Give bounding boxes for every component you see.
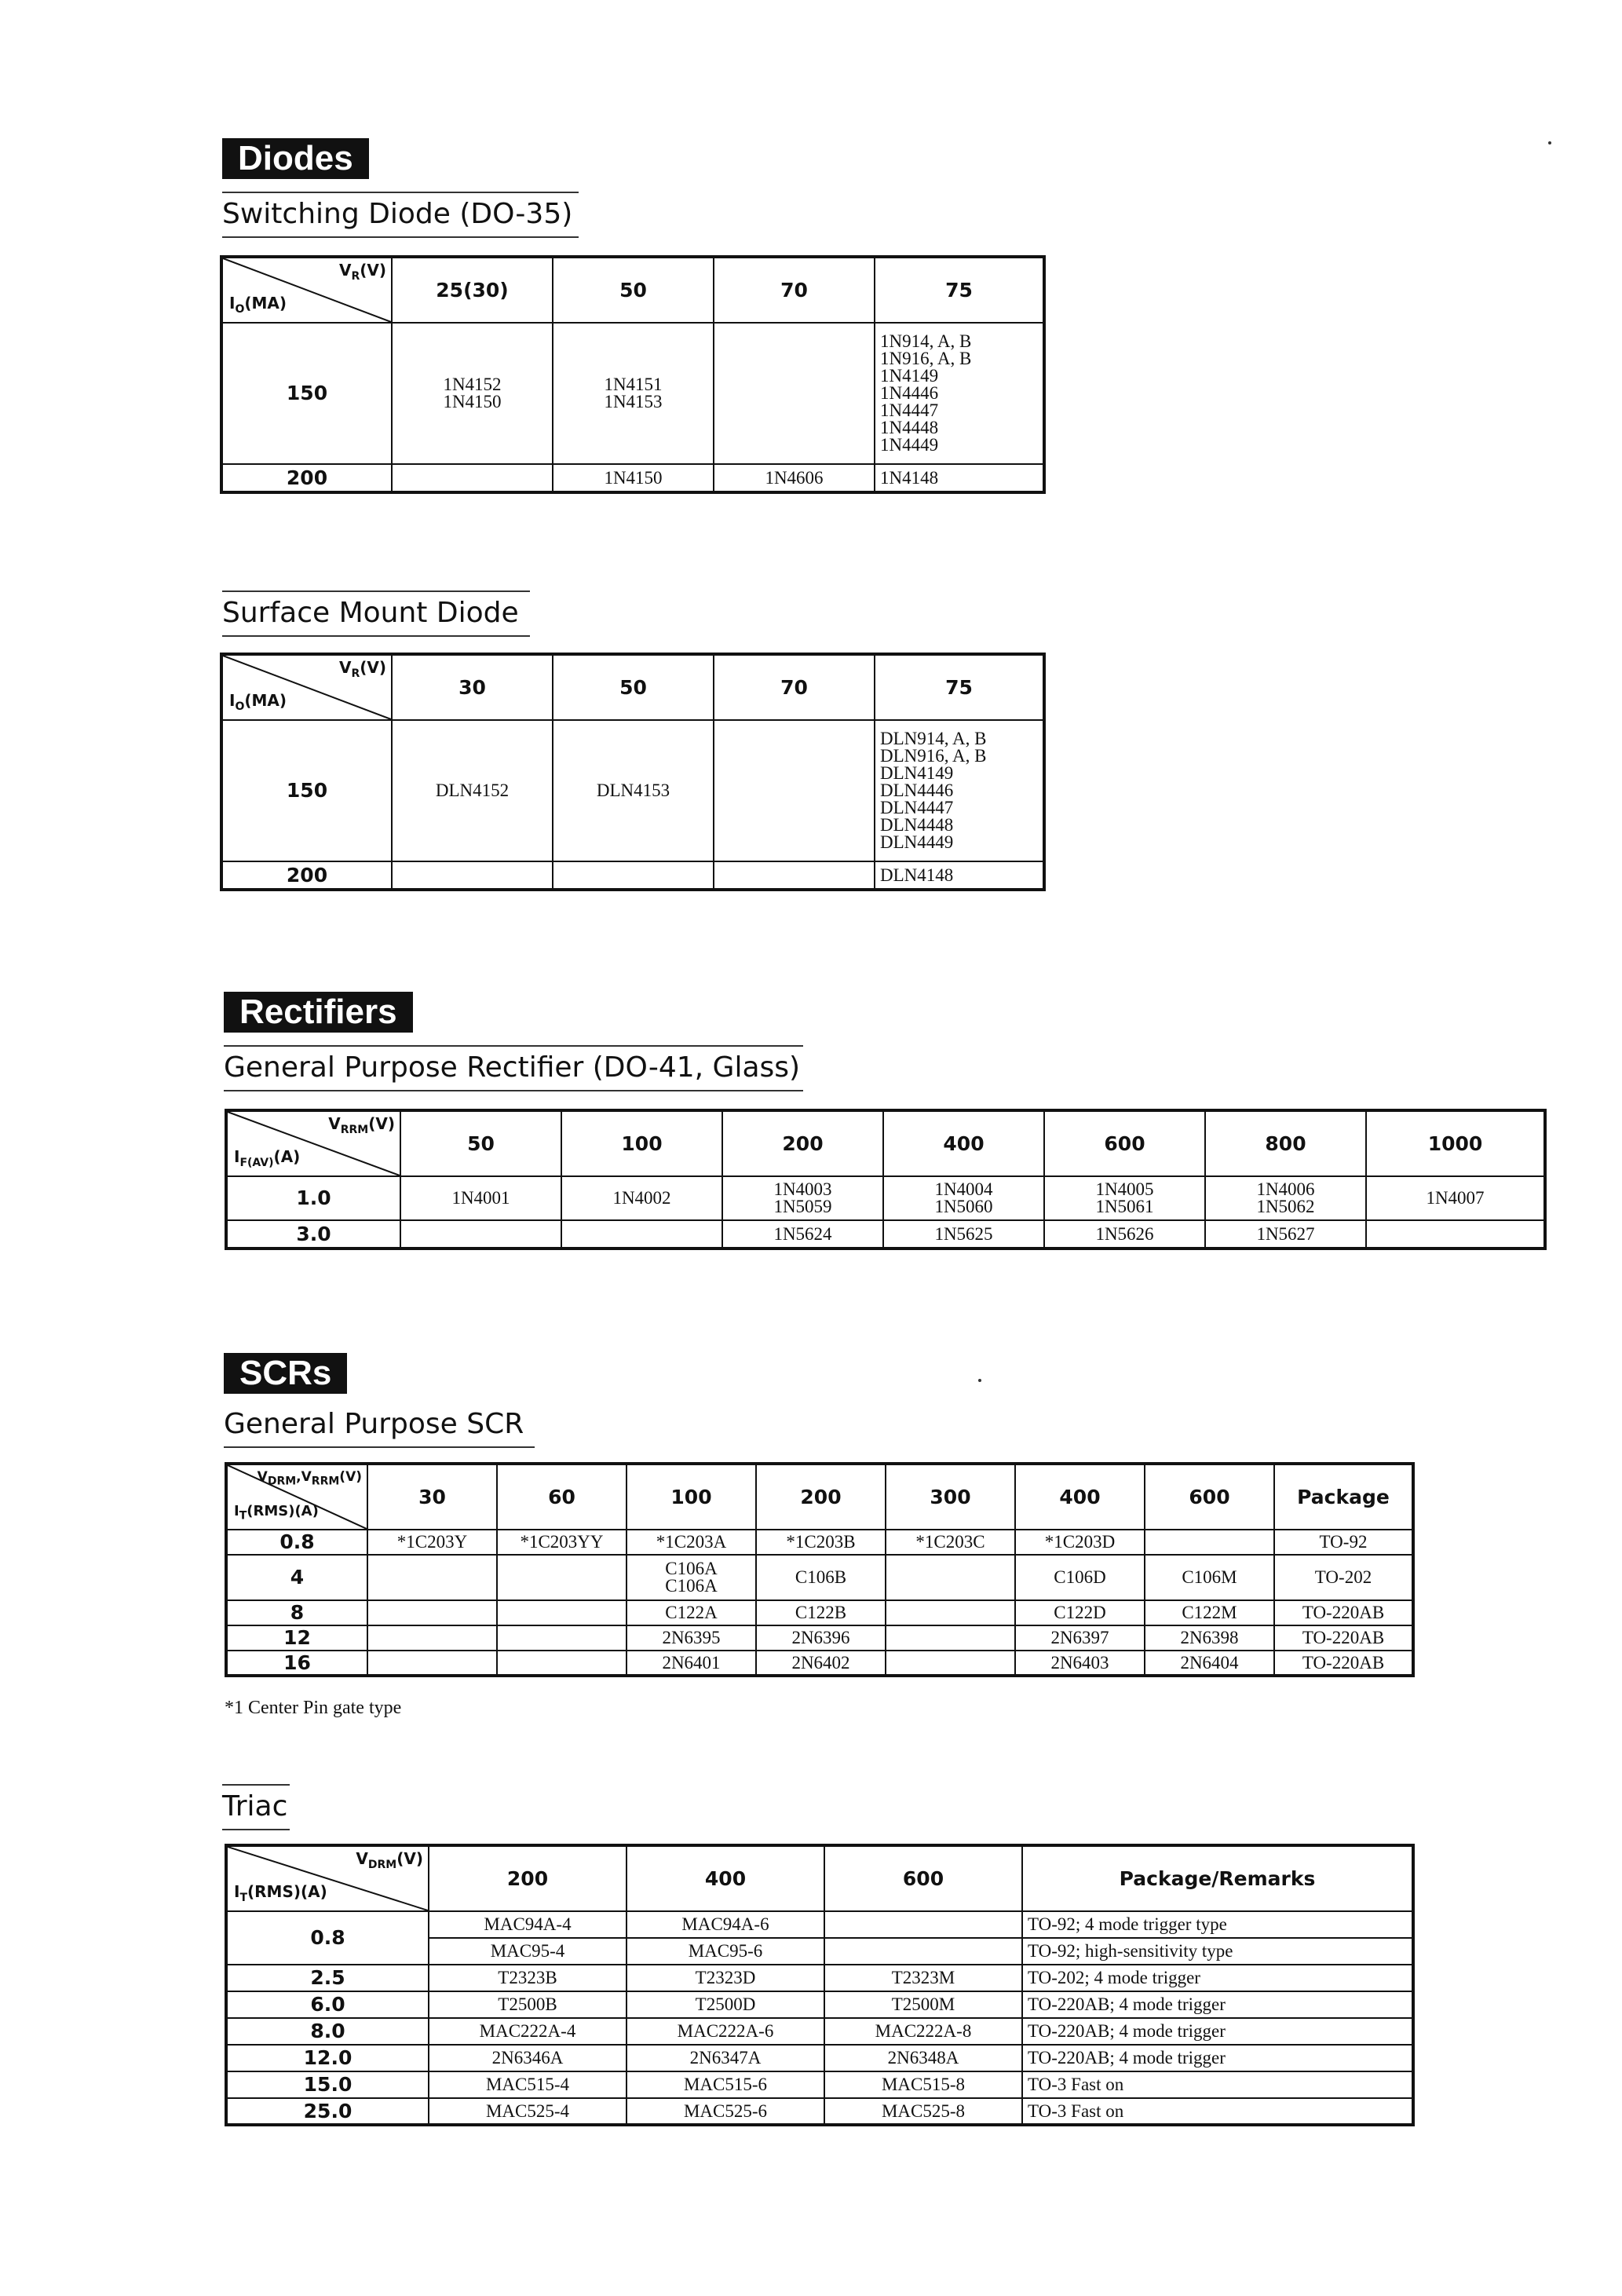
table-cell: *1C203A [627, 1530, 756, 1555]
table-cell: MAC515-8 [824, 2071, 1022, 2098]
table-cell [824, 1938, 1022, 1965]
table-cell [886, 1625, 1015, 1651]
table-row [226, 1555, 1413, 1600]
corner-row-axis: $I_O(MA)$ [229, 294, 287, 316]
table-cell [497, 1600, 627, 1625]
table-cell: T2323M [824, 1965, 1022, 1991]
table-cell: T2323B [429, 1965, 627, 1991]
table-cell: 1N4006 1N5062 [1205, 1176, 1366, 1220]
table-row [226, 1965, 1413, 1991]
column-header: 60 [497, 1464, 627, 1530]
column-header: 600 [824, 1845, 1022, 1911]
row-header: 200 [221, 464, 392, 492]
table-row [226, 1625, 1413, 1651]
table-cell [367, 1555, 497, 1600]
table-cell: DLN4148 [875, 861, 1044, 890]
table-cell [400, 1220, 561, 1249]
table-cell [367, 1651, 497, 1676]
table-cell: TO-92; 4 mode trigger type [1022, 1911, 1413, 1938]
table-cell: 2N6397 [1015, 1625, 1145, 1651]
column-header: 1000 [1366, 1110, 1545, 1176]
table-row [226, 2071, 1413, 2098]
scr-footnote: *1 Center Pin gate type [225, 1698, 402, 1718]
table-cell [561, 1220, 722, 1249]
table-corner [221, 654, 392, 720]
table-cell: 2N6348A [824, 2045, 1022, 2071]
column-header: 70 [714, 257, 875, 323]
table-cell: C106M [1145, 1555, 1274, 1600]
corner-column-axis: $V_{RRM}(V)$ [328, 1114, 395, 1136]
corner-row-axis: $I_T(RMS)(A)$ [234, 1503, 319, 1523]
table-cell: C106B [756, 1555, 886, 1600]
table-cell [714, 323, 875, 464]
scan-speck [978, 1379, 981, 1382]
row-header: 3.0 [226, 1220, 400, 1249]
column-header: 50 [400, 1110, 561, 1176]
row-header: 0.8 [226, 1911, 429, 1965]
column-header: 75 [875, 257, 1044, 323]
corner-column-axis: $V_R(V)$ [338, 261, 386, 283]
table-cell [497, 1651, 627, 1676]
column-header: 75 [875, 654, 1044, 720]
table-cell: TO-3 Fast on [1022, 2071, 1413, 2098]
table-corner [221, 257, 392, 323]
row-header: 200 [221, 861, 392, 890]
table-row [221, 861, 1044, 890]
table-cell: TO-220AB [1274, 1600, 1413, 1625]
table-cell: DLN914, A, B DLN916, A, B DLN4149 DLN4446 DLN4447 DLN4448 DLN4449 [875, 720, 1044, 861]
table-cell: 2N6347A [627, 2045, 824, 2071]
row-header: 8 [226, 1600, 367, 1625]
table-cell [1366, 1220, 1545, 1249]
corner-row-axis: $I_T(RMS)(A)$ [234, 1882, 327, 1904]
column-header: 400 [627, 1845, 824, 1911]
corner-row-axis: $I_{F(AV)}(A)$ [234, 1147, 301, 1169]
column-header: 100 [627, 1464, 756, 1530]
row-header: 8.0 [226, 2018, 429, 2045]
row-header: 0.8 [226, 1530, 367, 1555]
row-header: 15.0 [226, 2071, 429, 2098]
table-cell: MAC515-4 [429, 2071, 627, 2098]
column-header: 50 [553, 654, 714, 720]
table-cell [392, 464, 553, 492]
table-cell [392, 861, 553, 890]
table-cell: *1C203Y [367, 1530, 497, 1555]
table-cell: C106D [1015, 1555, 1145, 1600]
switching-diode-title: Switching Diode (DO-35) [222, 192, 579, 238]
column-header: 200 [429, 1845, 627, 1911]
table-cell: *1C203C [886, 1530, 1015, 1555]
table-row [226, 1176, 1545, 1220]
table-cell: 1N5625 [883, 1220, 1044, 1249]
table-cell: TO-92 [1274, 1530, 1413, 1555]
column-header: 70 [714, 654, 875, 720]
table-cell [886, 1555, 1015, 1600]
table-cell: 1N4005 1N5061 [1044, 1176, 1205, 1220]
table-cell: 2N6398 [1145, 1625, 1274, 1651]
table-cell: MAC95-6 [627, 1938, 824, 1965]
table-cell: C122M [1145, 1600, 1274, 1625]
table-cell: 2N6404 [1145, 1651, 1274, 1676]
row-header: 16 [226, 1651, 367, 1676]
scan-speck [1548, 141, 1551, 144]
scrs-heading: SCRs [224, 1353, 347, 1394]
table-row [226, 1651, 1413, 1676]
table-cell: 1N4007 [1366, 1176, 1545, 1220]
column-header: Package [1274, 1464, 1413, 1530]
table-cell: 1N4151 1N4153 [553, 323, 714, 464]
corner-column-axis: $V_{DRM},V_{RRM}(V)$ [257, 1469, 362, 1488]
surface-mount-diode-title: Surface Mount Diode [222, 590, 530, 637]
table-cell: TO-220AB; 4 mode trigger [1022, 2045, 1413, 2071]
table-cell: MAC222A-4 [429, 2018, 627, 2045]
table-cell: MAC222A-8 [824, 2018, 1022, 2045]
table-cell: 2N6403 [1015, 1651, 1145, 1676]
table-cell: *1C203B [756, 1530, 886, 1555]
table-cell: 1N4150 [553, 464, 714, 492]
triac-title: Triac [222, 1784, 290, 1830]
general-purpose-rectifier-table [225, 1109, 1547, 1250]
row-header: 150 [221, 323, 392, 464]
rectifiers-heading: Rectifiers [224, 992, 413, 1033]
table-cell: 1N914, A, B 1N916, A, B 1N4149 1N4446 1N4447 1N4448 1N4449 [875, 323, 1044, 464]
table-cell: T2500M [824, 1991, 1022, 2018]
table-cell: 2N6395 [627, 1625, 756, 1651]
table-cell [553, 861, 714, 890]
column-header: 600 [1044, 1110, 1205, 1176]
row-header: 6.0 [226, 1991, 429, 2018]
table-cell: 1N5626 [1044, 1220, 1205, 1249]
table-row [226, 2045, 1413, 2071]
row-header: 25.0 [226, 2098, 429, 2125]
column-header: 800 [1205, 1110, 1366, 1176]
table-cell: DLN4153 [553, 720, 714, 861]
column-header: 400 [1015, 1464, 1145, 1530]
table-cell [497, 1555, 627, 1600]
table-cell: 1N5624 [722, 1220, 883, 1249]
corner-row-axis: $I_O(MA)$ [229, 691, 287, 713]
table-row [226, 1600, 1413, 1625]
table-cell: *1C203YY [497, 1530, 627, 1555]
table-cell: TO-220AB [1274, 1651, 1413, 1676]
table-cell: 1N5627 [1205, 1220, 1366, 1249]
table-corner [226, 1845, 429, 1911]
column-header: 30 [367, 1464, 497, 1530]
table-cell [367, 1600, 497, 1625]
table-cell: MAC515-6 [627, 2071, 824, 2098]
table-cell: TO-202 [1274, 1555, 1413, 1600]
table-cell: 2N6402 [756, 1651, 886, 1676]
table-cell: TO-220AB; 4 mode trigger [1022, 2018, 1413, 2045]
table-cell: MAC222A-6 [627, 2018, 824, 2045]
column-header: 600 [1145, 1464, 1274, 1530]
table-cell: 1N4606 [714, 464, 875, 492]
row-header: 2.5 [226, 1965, 429, 1991]
table-cell: 1N4002 [561, 1176, 722, 1220]
table-cell: DLN4152 [392, 720, 553, 861]
column-header: 200 [722, 1110, 883, 1176]
table-cell: *1C203D [1015, 1530, 1145, 1555]
general-purpose-scr-table [225, 1462, 1415, 1677]
table-cell: 1N4152 1N4150 [392, 323, 553, 464]
table-cell: MAC94A-4 [429, 1911, 627, 1938]
row-header: 4 [226, 1555, 367, 1600]
row-header: 12 [226, 1625, 367, 1651]
table-row [226, 1991, 1413, 2018]
table-cell: TO-202; 4 mode trigger [1022, 1965, 1413, 1991]
table-row [226, 1530, 1413, 1555]
table-cell [714, 861, 875, 890]
column-header: Package/Remarks [1022, 1845, 1413, 1911]
general-purpose-scr-title: General Purpose SCR [224, 1403, 535, 1448]
table-row [226, 2098, 1413, 2125]
table-cell: TO-220AB [1274, 1625, 1413, 1651]
table-cell [1145, 1530, 1274, 1555]
table-cell: 2N6401 [627, 1651, 756, 1676]
table-cell: TO-92; high-sensitivity type [1022, 1938, 1413, 1965]
column-header: 50 [553, 257, 714, 323]
table-row [221, 720, 1044, 861]
table-cell [886, 1651, 1015, 1676]
table-cell: MAC525-6 [627, 2098, 824, 2125]
diodes-heading: Diodes [222, 138, 369, 179]
column-header: 200 [756, 1464, 886, 1530]
table-cell: T2500D [627, 1991, 824, 2018]
table-row [221, 464, 1044, 492]
column-header: 30 [392, 654, 553, 720]
table-cell: MAC525-4 [429, 2098, 627, 2125]
table-cell: 1N4001 [400, 1176, 561, 1220]
table-cell: T2323D [627, 1965, 824, 1991]
triac-table [225, 1844, 1415, 2126]
table-cell: 2N6346A [429, 2045, 627, 2071]
table-row [226, 2018, 1413, 2045]
table-cell: C122D [1015, 1600, 1145, 1625]
table-cell: C106A C106A [627, 1555, 756, 1600]
table-cell [824, 1911, 1022, 1938]
table-cell: 1N4003 1N5059 [722, 1176, 883, 1220]
surface-mount-diode-table [220, 653, 1046, 891]
row-header: 150 [221, 720, 392, 861]
row-header: 12.0 [226, 2045, 429, 2071]
table-cell: C122B [756, 1600, 886, 1625]
table-cell: T2500B [429, 1991, 627, 2018]
table-row [221, 323, 1044, 464]
table-cell [497, 1625, 627, 1651]
corner-column-axis: $V_R(V)$ [338, 658, 386, 680]
column-header: 300 [886, 1464, 1015, 1530]
table-cell: 2N6396 [756, 1625, 886, 1651]
table-cell: MAC94A-6 [627, 1911, 824, 1938]
table-cell: TO-220AB; 4 mode trigger [1022, 1991, 1413, 2018]
row-header: 1.0 [226, 1176, 400, 1220]
switching-diode-table [220, 255, 1046, 494]
table-corner [226, 1110, 400, 1176]
table-cell: C122A [627, 1600, 756, 1625]
general-purpose-rectifier-title: General Purpose Rectifier (DO-41, Glass) [224, 1045, 803, 1091]
table-cell [367, 1625, 497, 1651]
table-row [226, 1220, 1545, 1249]
column-header: 25(30) [392, 257, 553, 323]
table-cell [714, 720, 875, 861]
table-row [226, 1911, 1413, 1938]
table-cell: 1N4148 [875, 464, 1044, 492]
column-header: 400 [883, 1110, 1044, 1176]
corner-column-axis: $V_{DRM}(V)$ [356, 1849, 423, 1871]
table-cell: MAC525-8 [824, 2098, 1022, 2125]
table-corner [226, 1464, 367, 1530]
column-header: 100 [561, 1110, 722, 1176]
table-cell: 1N4004 1N5060 [883, 1176, 1044, 1220]
table-cell: MAC95-4 [429, 1938, 627, 1965]
table-cell [886, 1600, 1015, 1625]
table-cell: TO-3 Fast on [1022, 2098, 1413, 2125]
